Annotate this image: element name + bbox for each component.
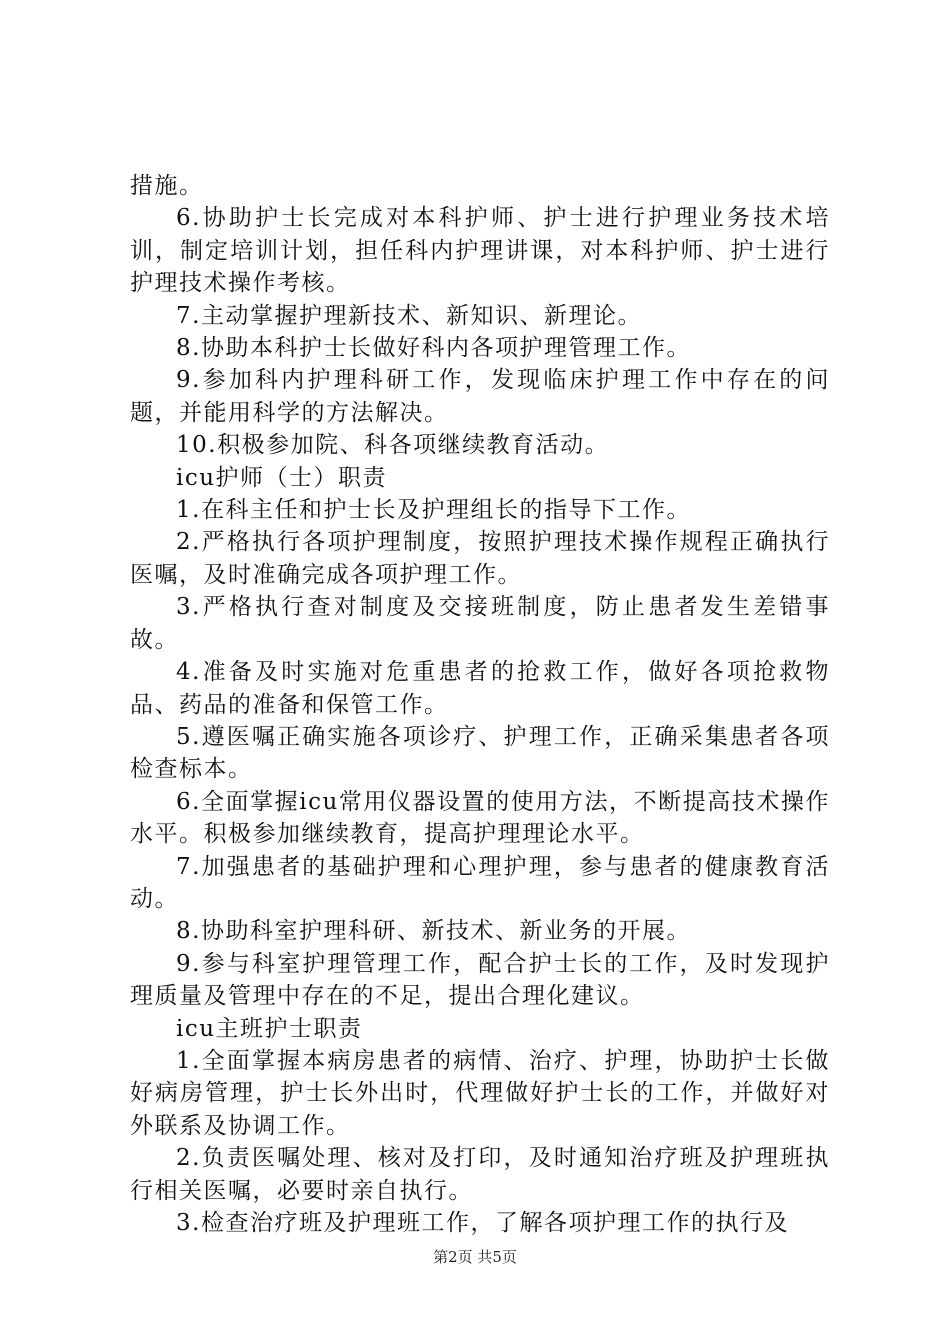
paragraph: 5.遵医嘱正确实施各项诊疗、护理工作，正确采集患者各项检查标本。	[130, 723, 830, 783]
paragraph-continuation: 措施。	[130, 173, 204, 199]
paragraph: 9.参加科内护理科研工作，发现临床护理工作中存在的问题，并能用科学的方法解决。	[130, 367, 830, 426]
paragraph: 1.全面掌握本病房患者的病情、治疗、护理，协助护士长做好病房管理，护士长外出时，代理做好护士长的工作，并做好对外联系及协调工作。	[130, 1047, 830, 1139]
paragraph: 8.协助科室护理科研、新技术、新业务的开展。	[176, 918, 691, 945]
paragraph: 3.检查治疗班及护理班工作，了解各项护理工作的执行及	[176, 1210, 789, 1236]
paragraph: 7.加强患者的基础护理和心理护理，参与患者的健康教育活动。	[130, 853, 830, 912]
paragraph: 2.负责医嘱处理、核对及打印，及时通知治疗班及护理班执行相关医嘱，必要时亲自执行。	[130, 1145, 830, 1204]
section-heading: icu主班护士职责	[176, 1015, 363, 1042]
document-body	[130, 170, 830, 1239]
paragraph: 3.严格执行查对制度及交接班制度，防止患者发生差错事故。	[130, 594, 830, 653]
paragraph: 1.在科主任和护士长及护理组长的指导下工作。	[176, 497, 691, 524]
paragraph: 2.严格执行各项护理制度，按照护理技术操作规程正确执行医嘱，及时准确完成各项护理工作。	[130, 529, 830, 588]
page-number-footer: 第2页 共5页	[433, 1248, 517, 1266]
paragraph: 10.积极参加院、科各项继续教育活动。	[176, 432, 610, 459]
section-heading: icu护师（士）职责	[176, 464, 388, 491]
paragraph: 8.协助本科护士长做好科内各项护理管理工作。	[176, 335, 691, 362]
paragraph: 7.主动掌握护理新技术、新知识、新理论。	[176, 302, 642, 329]
paragraph: 9.参与科室护理管理工作，配合护士长的工作，及时发现护理质量及管理中存在的不足，提出合理化建议。	[130, 950, 830, 1010]
paragraph: 6.全面掌握icu常用仪器设置的使用方法，不断提高技术操作水平。积极参加继续教育，提高护理理论水平。	[130, 788, 830, 848]
paragraph: 4.准备及时实施对危重患者的抢救工作，做好各项抢救物品、药品的准备和保管工作。	[130, 659, 830, 718]
paragraph: 6.协助护士长完成对本科护师、护士进行护理业务技术培训，制定培训计划，担任科内护理讲课，对本科护师、护士进行护理技术操作考核。	[130, 205, 830, 297]
